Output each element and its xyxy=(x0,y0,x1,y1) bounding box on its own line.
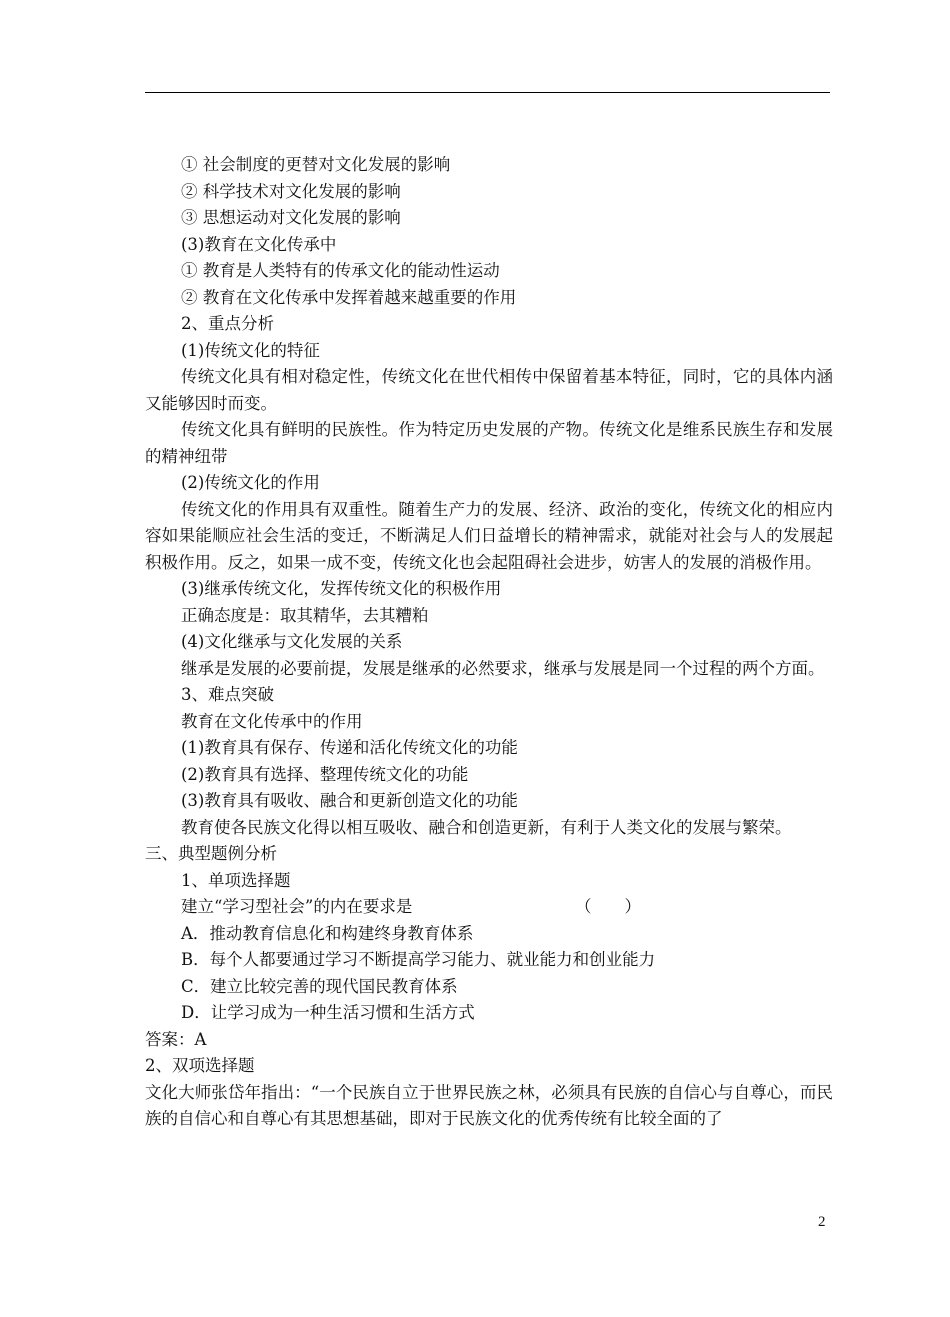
subheading: (1)传统文化的特征 xyxy=(181,340,320,360)
text-line: (3)教育在文化传承中 xyxy=(181,234,337,254)
paragraph: 传统文化的作用具有双重性。随着生产力的发展、经济、政治的变化，传统文化的相应内容如果能顺应社会生活的变迁，不断满足人们日益增长的精神需求，就能对社会与人的发展起积极作用。反之，如果一成不变，传统文化也会起阻碍社会进步，妨害人的发展的消极作用。 xyxy=(145,499,833,572)
paragraph: 传统文化具有相对稳定性，传统文化在世代相传中保留着基本特征，同时，它的具体内涵又能够因时而变。 xyxy=(145,367,833,413)
subheading: (3)继承传统文化，发挥传统文化的积极作用 xyxy=(181,579,502,598)
section-heading: 2、重点分析 xyxy=(181,314,274,333)
section-heading: 3、难点突破 xyxy=(181,685,274,704)
text-line: (2)教育具有选择、整理传统文化的功能 xyxy=(181,764,469,784)
text-line: ① 教育是人类特有的传承文化的能动性运动 xyxy=(181,261,500,280)
text-line: ③ 思想运动对文化发展的影响 xyxy=(181,208,401,227)
paragraph: 传统文化具有鲜明的民族性。作为特定历史发展的产物。传统文化是维系民族生存和发展的精神纽带 xyxy=(145,420,833,466)
page-body xyxy=(145,152,833,1133)
page-number: 2 xyxy=(818,1214,826,1230)
text-line: ② 教育在文化传承中发挥着越来越重要的作用 xyxy=(181,287,517,307)
question-text: 建立“学习型社会”的内在要求是 xyxy=(181,897,413,916)
subheading: 1、单项选择题 xyxy=(181,870,291,890)
header-rule xyxy=(145,92,830,93)
subheading: 2、双项选择题 xyxy=(145,1056,255,1075)
option-c: C．建立比较完善的现代国民教育体系 xyxy=(181,976,458,996)
paragraph: 文化大师张岱年指出：“一个民族自立于世界民族之林，必须具有民族的自信心与自尊心，而民族的自信心和自尊心有其思想基础，即对于民族文化的优秀传统有比较全面的了 xyxy=(145,1082,833,1128)
text-line: ② 科学技术对文化发展的影响 xyxy=(181,181,401,201)
section-heading: 三、典型题例分析 xyxy=(145,844,277,863)
answer: 答案：A xyxy=(145,1029,207,1049)
question-blank: （ ） xyxy=(575,897,641,916)
subheading: (2)传统文化的作用 xyxy=(181,473,320,492)
paragraph: 教育使各民族文化得以相互吸收、融合和创造更新，有利于人类文化的发展与繁荣。 xyxy=(181,817,792,837)
question-line xyxy=(145,894,641,921)
option-d: D．让学习成为一种生活习惯和生活方式 xyxy=(181,1003,475,1022)
subheading: (4)文化继承与文化发展的关系 xyxy=(181,632,403,651)
text-line: ① 社会制度的更替对文化发展的影响 xyxy=(181,155,451,174)
text-line: 教育在文化传承中的作用 xyxy=(181,711,363,731)
option-b: B．每个人都要通过学习不断提高学习能力、就业能力和创业能力 xyxy=(181,950,656,969)
text-line: (3)教育具有吸收、融合和更新创造文化的功能 xyxy=(181,791,518,810)
option-a: A．推动教育信息化和构建终身教育体系 xyxy=(181,923,474,943)
text-line: (1)教育具有保存、传递和活化传统文化的功能 xyxy=(181,738,518,757)
paragraph: 继承是发展的必要前提，发展是继承的必然要求，继承与发展是同一个过程的两个方面。 xyxy=(181,658,825,678)
text-line: 正确态度是：取其精华，去其糟粕 xyxy=(181,605,429,625)
